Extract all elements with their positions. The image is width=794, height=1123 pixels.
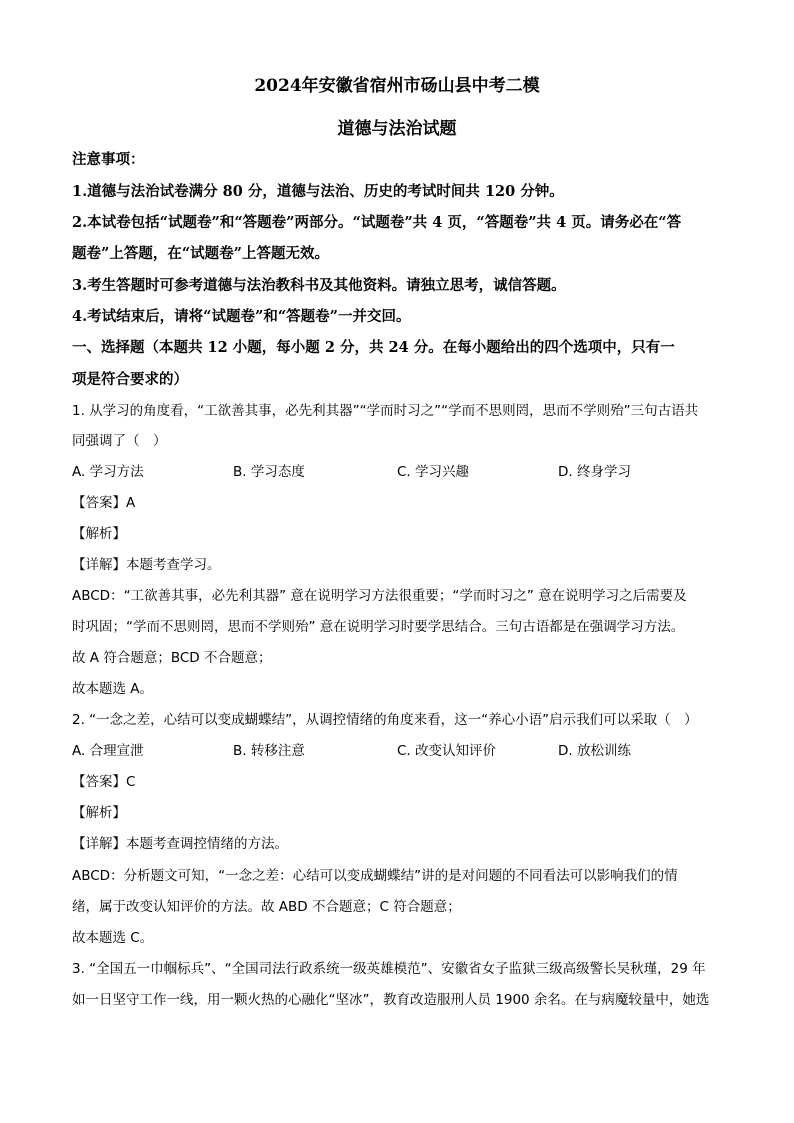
section-heading: 一、选择题（本题共 12 小题，每小题 2 分，共 24 分。在每小题给出的四个选项中，只有一 bbox=[72, 339, 675, 356]
question-2-stem: 2. “一念之差，心结可以变成蝴蝶结”，从调控情绪的角度来看，这一“养心小语”启示我们可以采取（ ） bbox=[72, 712, 698, 728]
notice-item: 题卷”上答题，在“试题卷”上答题无效。 bbox=[72, 245, 330, 262]
notice-heading: 注意事项： bbox=[72, 151, 145, 168]
explanation-line: 时巩固；“学而不思则罔，思而不学则殆” 意在说明学习时要学思结合。三句古语都是在强调学习方法。 bbox=[72, 619, 685, 635]
option-a: A. 合理宣泄 bbox=[72, 743, 144, 759]
explanation-line: 故 A 符合题意；BCD 不合题意； bbox=[72, 650, 272, 666]
explanation-line: ABCD：“工欲善其事，必先利其器” 意在说明学习方法很重要；“学而时习之” 意在说明学习之后需要及 bbox=[72, 588, 687, 604]
notice-item: 4.考试结束后，请将“试题卷”和“答题卷”一并交回。 bbox=[72, 308, 411, 325]
explanation-line: 故本题选 C。 bbox=[72, 930, 154, 946]
answer-label: 【答案】C bbox=[72, 774, 136, 790]
question-1-options bbox=[72, 462, 722, 482]
option-b: B. 转移注意 bbox=[233, 743, 305, 759]
option-b: B. 学习态度 bbox=[233, 464, 305, 480]
explanation-line: 绪，属于改变认知评价的方法。故 ABD 不合题意；C 符合题意； bbox=[72, 899, 461, 915]
explanation-line: 故本题选 A。 bbox=[72, 681, 154, 697]
question-3-stem: 3. “全国五一巾帼标兵”、“全国司法行政系统一级英雄模范”、安徽省女子监狱三级高级警长吴秋瑾，29 年 bbox=[72, 961, 706, 977]
option-c: C. 改变认知评价 bbox=[397, 743, 497, 759]
page-subtitle: 道德与法治试题 bbox=[337, 119, 457, 139]
notice-item: 2.本试卷包括“试题卷”和“答题卷”两部分。“试题卷”共 4 页，“答题卷”共 4 页。请务必在“答 bbox=[72, 214, 682, 231]
question-3-stem-cont: 如一日坚守工作一线，用一颗火热的心融化“坚冰”，教育改造服刑人员 1900 余名。在与病魔较量中，她选 bbox=[72, 992, 710, 1008]
section-heading-cont: 项是符合要求的） bbox=[72, 371, 188, 388]
option-d: D. 终身学习 bbox=[558, 464, 631, 480]
question-1-stem: 1. 从学习的角度看，“工欲善其事，必先利其器”“学而时习之”“学而不思则罔，思而不学则殆”三句古语共 bbox=[72, 403, 699, 419]
analysis-label: 【解析】 bbox=[72, 805, 126, 821]
notice-item: 3.考生答题时可参考道德与法治教科书及其他资料。请独立思考，诚信答题。 bbox=[72, 277, 566, 294]
analysis-label: 【解析】 bbox=[72, 526, 126, 542]
detail-line: 【详解】本题考查调控情绪的方法。 bbox=[72, 836, 288, 852]
question-2-options bbox=[72, 741, 722, 761]
option-c: C. 学习兴趣 bbox=[397, 464, 470, 480]
question-1-stem-cont: 同强调了（ ） bbox=[72, 433, 167, 449]
detail-line: 【详解】本题考查学习。 bbox=[72, 557, 221, 573]
page-title: 2024年安徽省宿州市砀山县中考二模 bbox=[254, 76, 540, 96]
explanation-line: ABCD：分析题文可知，“一念之差：心结可以变成蝴蝶结”讲的是对问题的不同看法可以影响我们的情 bbox=[72, 868, 678, 884]
option-d: D. 放松训练 bbox=[558, 743, 631, 759]
option-a: A. 学习方法 bbox=[72, 464, 144, 480]
answer-label: 【答案】A bbox=[72, 495, 136, 511]
notice-item: 1.道德与法治试卷满分 80 分，道德与法治、历史的考试时间共 120 分钟。 bbox=[72, 183, 564, 200]
